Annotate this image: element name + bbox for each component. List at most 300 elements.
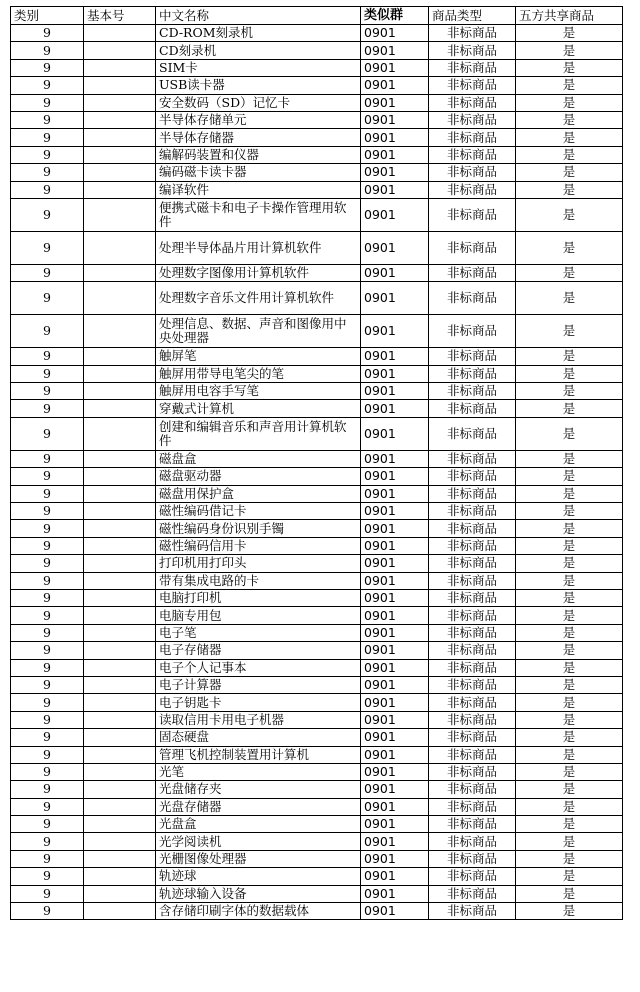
cell-class: 9 xyxy=(11,282,84,315)
cell-class: 9 xyxy=(11,589,84,606)
cell-five-share: 是 xyxy=(516,642,623,659)
cell-goods-type: 非标商品 xyxy=(429,816,516,833)
cell-name: 半导体存储器 xyxy=(156,129,361,146)
cell-name: 触屏用带导电笔尖的笔 xyxy=(156,365,361,382)
cell-five-share: 是 xyxy=(516,400,623,417)
cell-name: 电子钥匙卡 xyxy=(156,694,361,711)
cell-base-no xyxy=(84,485,156,502)
table-row xyxy=(11,94,623,111)
cell-five-share: 是 xyxy=(516,903,623,920)
cell-base-no xyxy=(84,624,156,641)
cell-five-share: 是 xyxy=(516,25,623,42)
cell-base-no xyxy=(84,94,156,111)
cell-five-share: 是 xyxy=(516,607,623,624)
table-row xyxy=(11,383,623,400)
cell-name: 处理数字音乐文件用计算机软件 xyxy=(156,282,361,315)
cell-class: 9 xyxy=(11,111,84,128)
cell-five-share: 是 xyxy=(516,94,623,111)
cell-name: 触屏笔 xyxy=(156,348,361,365)
cell-class: 9 xyxy=(11,798,84,815)
table-row xyxy=(11,903,623,920)
cell-goods-type: 非标商品 xyxy=(429,315,516,348)
cell-similar-group: 0901 xyxy=(361,468,429,485)
cell-similar-group: 0901 xyxy=(361,607,429,624)
cell-goods-type: 非标商品 xyxy=(429,282,516,315)
cell-base-no xyxy=(84,450,156,467)
cell-goods-type: 非标商品 xyxy=(429,555,516,572)
cell-name: 光盘储存夹 xyxy=(156,781,361,798)
table-row xyxy=(11,111,623,128)
cell-five-share: 是 xyxy=(516,503,623,520)
cell-base-no xyxy=(84,520,156,537)
cell-similar-group: 0901 xyxy=(361,903,429,920)
cell-name: 磁盘盒 xyxy=(156,450,361,467)
cell-base-no xyxy=(84,111,156,128)
cell-similar-group: 0901 xyxy=(361,264,429,281)
cell-five-share: 是 xyxy=(516,315,623,348)
cell-five-share: 是 xyxy=(516,589,623,606)
table-row xyxy=(11,763,623,780)
cell-name: USB读卡器 xyxy=(156,77,361,94)
table-row xyxy=(11,400,623,417)
goods-table xyxy=(10,6,623,920)
cell-class: 9 xyxy=(11,198,84,231)
cell-similar-group: 0901 xyxy=(361,315,429,348)
cell-goods-type: 非标商品 xyxy=(429,181,516,198)
cell-similar-group: 0901 xyxy=(361,400,429,417)
cell-five-share: 是 xyxy=(516,555,623,572)
cell-similar-group: 0901 xyxy=(361,816,429,833)
cell-goods-type: 非标商品 xyxy=(429,417,516,450)
cell-goods-type: 非标商品 xyxy=(429,94,516,111)
cell-base-no xyxy=(84,59,156,76)
table-row xyxy=(11,485,623,502)
cell-goods-type: 非标商品 xyxy=(429,763,516,780)
cell-base-no xyxy=(84,537,156,554)
table-row xyxy=(11,77,623,94)
cell-five-share: 是 xyxy=(516,659,623,676)
cell-similar-group: 0901 xyxy=(361,503,429,520)
table-row xyxy=(11,711,623,728)
cell-base-no xyxy=(84,365,156,382)
cell-five-share: 是 xyxy=(516,520,623,537)
cell-base-no xyxy=(84,315,156,348)
cell-similar-group: 0901 xyxy=(361,555,429,572)
table-row xyxy=(11,231,623,264)
cell-five-share: 是 xyxy=(516,129,623,146)
cell-class: 9 xyxy=(11,711,84,728)
cell-goods-type: 非标商品 xyxy=(429,659,516,676)
cell-five-share: 是 xyxy=(516,198,623,231)
cell-five-share: 是 xyxy=(516,676,623,693)
cell-base-no xyxy=(84,198,156,231)
table-row xyxy=(11,555,623,572)
table-row xyxy=(11,264,623,281)
header-goods-type: 商品类型 xyxy=(429,7,516,25)
cell-similar-group: 0901 xyxy=(361,59,429,76)
table-row xyxy=(11,282,623,315)
cell-five-share: 是 xyxy=(516,833,623,850)
cell-base-no xyxy=(84,181,156,198)
cell-name: 光笔 xyxy=(156,763,361,780)
cell-goods-type: 非标商品 xyxy=(429,468,516,485)
table-row xyxy=(11,659,623,676)
header-similar-group: 类似群 xyxy=(361,7,429,25)
cell-base-no xyxy=(84,850,156,867)
cell-goods-type: 非标商品 xyxy=(429,676,516,693)
cell-class: 9 xyxy=(11,537,84,554)
cell-name: 磁盘用保护盒 xyxy=(156,485,361,502)
cell-class: 9 xyxy=(11,129,84,146)
cell-name: 读取信用卡用电子机器 xyxy=(156,711,361,728)
cell-five-share: 是 xyxy=(516,111,623,128)
cell-goods-type: 非标商品 xyxy=(429,485,516,502)
cell-base-no xyxy=(84,572,156,589)
cell-five-share: 是 xyxy=(516,181,623,198)
cell-name: 电脑专用包 xyxy=(156,607,361,624)
cell-goods-type: 非标商品 xyxy=(429,264,516,281)
cell-base-no xyxy=(84,659,156,676)
cell-class: 9 xyxy=(11,903,84,920)
cell-name: 半导体存储单元 xyxy=(156,111,361,128)
cell-base-no xyxy=(84,348,156,365)
cell-base-no xyxy=(84,885,156,902)
cell-class: 9 xyxy=(11,181,84,198)
cell-goods-type: 非标商品 xyxy=(429,198,516,231)
cell-base-no xyxy=(84,146,156,163)
cell-base-no xyxy=(84,231,156,264)
cell-similar-group: 0901 xyxy=(361,746,429,763)
cell-similar-group: 0901 xyxy=(361,624,429,641)
cell-base-no xyxy=(84,77,156,94)
table-row xyxy=(11,365,623,382)
cell-base-no xyxy=(84,694,156,711)
cell-base-no xyxy=(84,676,156,693)
cell-five-share: 是 xyxy=(516,694,623,711)
cell-name: 磁性编码信用卡 xyxy=(156,537,361,554)
cell-goods-type: 非标商品 xyxy=(429,503,516,520)
cell-name: CD-ROM刻录机 xyxy=(156,25,361,42)
cell-name: 编解码装置和仪器 xyxy=(156,146,361,163)
cell-five-share: 是 xyxy=(516,624,623,641)
table-row xyxy=(11,572,623,589)
cell-class: 9 xyxy=(11,164,84,181)
cell-class: 9 xyxy=(11,450,84,467)
cell-goods-type: 非标商品 xyxy=(429,348,516,365)
cell-goods-type: 非标商品 xyxy=(429,111,516,128)
cell-name: 光盘存储器 xyxy=(156,798,361,815)
cell-goods-type: 非标商品 xyxy=(429,642,516,659)
cell-class: 9 xyxy=(11,694,84,711)
cell-class: 9 xyxy=(11,400,84,417)
cell-goods-type: 非标商品 xyxy=(429,798,516,815)
cell-class: 9 xyxy=(11,555,84,572)
table-row xyxy=(11,181,623,198)
cell-goods-type: 非标商品 xyxy=(429,624,516,641)
cell-similar-group: 0901 xyxy=(361,711,429,728)
cell-five-share: 是 xyxy=(516,264,623,281)
cell-goods-type: 非标商品 xyxy=(429,781,516,798)
table-row xyxy=(11,198,623,231)
cell-similar-group: 0901 xyxy=(361,763,429,780)
header-base-no: 基本号 xyxy=(84,7,156,25)
header-name-cn: 中文名称 xyxy=(156,7,361,25)
cell-similar-group: 0901 xyxy=(361,642,429,659)
table-row xyxy=(11,42,623,59)
cell-base-no xyxy=(84,607,156,624)
cell-base-no xyxy=(84,833,156,850)
cell-class: 9 xyxy=(11,25,84,42)
header-class: 类别 xyxy=(11,7,84,25)
cell-name: 带有集成电路的卡 xyxy=(156,572,361,589)
cell-name: 打印机用打印头 xyxy=(156,555,361,572)
cell-class: 9 xyxy=(11,624,84,641)
cell-five-share: 是 xyxy=(516,850,623,867)
cell-similar-group: 0901 xyxy=(361,111,429,128)
table-row xyxy=(11,348,623,365)
cell-base-no xyxy=(84,798,156,815)
table-row xyxy=(11,798,623,815)
cell-similar-group: 0901 xyxy=(361,572,429,589)
cell-five-share: 是 xyxy=(516,450,623,467)
cell-similar-group: 0901 xyxy=(361,365,429,382)
cell-similar-group: 0901 xyxy=(361,885,429,902)
cell-class: 9 xyxy=(11,607,84,624)
cell-name: 处理数字图像用计算机软件 xyxy=(156,264,361,281)
cell-goods-type: 非标商品 xyxy=(429,833,516,850)
cell-base-no xyxy=(84,763,156,780)
cell-name: 光栅图像处理器 xyxy=(156,850,361,867)
cell-base-no xyxy=(84,468,156,485)
cell-class: 9 xyxy=(11,503,84,520)
cell-similar-group: 0901 xyxy=(361,282,429,315)
table-row xyxy=(11,868,623,885)
cell-goods-type: 非标商品 xyxy=(429,450,516,467)
table-row xyxy=(11,642,623,659)
cell-base-no xyxy=(84,868,156,885)
cell-class: 9 xyxy=(11,763,84,780)
cell-name: 电脑打印机 xyxy=(156,589,361,606)
table-row xyxy=(11,816,623,833)
cell-name: 磁性编码借记卡 xyxy=(156,503,361,520)
cell-base-no xyxy=(84,417,156,450)
table-row xyxy=(11,520,623,537)
cell-goods-type: 非标商品 xyxy=(429,868,516,885)
header-row xyxy=(11,7,623,25)
cell-goods-type: 非标商品 xyxy=(429,129,516,146)
cell-five-share: 是 xyxy=(516,746,623,763)
cell-similar-group: 0901 xyxy=(361,164,429,181)
table-row xyxy=(11,676,623,693)
cell-similar-group: 0901 xyxy=(361,231,429,264)
cell-goods-type: 非标商品 xyxy=(429,42,516,59)
cell-base-no xyxy=(84,25,156,42)
cell-base-no xyxy=(84,729,156,746)
cell-name: 电子存储器 xyxy=(156,642,361,659)
cell-similar-group: 0901 xyxy=(361,485,429,502)
cell-base-no xyxy=(84,555,156,572)
cell-name: 轨迹球输入设备 xyxy=(156,885,361,902)
cell-goods-type: 非标商品 xyxy=(429,383,516,400)
table-row xyxy=(11,25,623,42)
cell-class: 9 xyxy=(11,746,84,763)
cell-base-no xyxy=(84,282,156,315)
table-row xyxy=(11,624,623,641)
cell-similar-group: 0901 xyxy=(361,729,429,746)
cell-goods-type: 非标商品 xyxy=(429,903,516,920)
cell-similar-group: 0901 xyxy=(361,798,429,815)
cell-name: 编译软件 xyxy=(156,181,361,198)
cell-five-share: 是 xyxy=(516,365,623,382)
table-row xyxy=(11,537,623,554)
table-row xyxy=(11,503,623,520)
table-row xyxy=(11,164,623,181)
cell-similar-group: 0901 xyxy=(361,348,429,365)
cell-base-no xyxy=(84,42,156,59)
cell-name: 处理半导体晶片用计算机软件 xyxy=(156,231,361,264)
cell-name: 便携式磁卡和电子卡操作管理用软件 xyxy=(156,198,361,231)
cell-goods-type: 非标商品 xyxy=(429,520,516,537)
cell-base-no xyxy=(84,164,156,181)
cell-base-no xyxy=(84,816,156,833)
cell-name: 管理飞机控制装置用计算机 xyxy=(156,746,361,763)
table-row xyxy=(11,885,623,902)
cell-base-no xyxy=(84,903,156,920)
cell-class: 9 xyxy=(11,729,84,746)
cell-similar-group: 0901 xyxy=(361,181,429,198)
cell-class: 9 xyxy=(11,417,84,450)
table-row xyxy=(11,59,623,76)
cell-class: 9 xyxy=(11,94,84,111)
cell-class: 9 xyxy=(11,365,84,382)
cell-class: 9 xyxy=(11,868,84,885)
cell-base-no xyxy=(84,400,156,417)
cell-similar-group: 0901 xyxy=(361,520,429,537)
cell-goods-type: 非标商品 xyxy=(429,59,516,76)
cell-five-share: 是 xyxy=(516,485,623,502)
header-five-share: 五方共享商品 xyxy=(516,7,623,25)
cell-goods-type: 非标商品 xyxy=(429,589,516,606)
table-row xyxy=(11,417,623,450)
cell-base-no xyxy=(84,711,156,728)
cell-base-no xyxy=(84,781,156,798)
cell-name: 处理信息、数据、声音和图像用中央处理器 xyxy=(156,315,361,348)
cell-goods-type: 非标商品 xyxy=(429,885,516,902)
cell-name: 电子个人记事本 xyxy=(156,659,361,676)
cell-five-share: 是 xyxy=(516,868,623,885)
cell-goods-type: 非标商品 xyxy=(429,694,516,711)
cell-class: 9 xyxy=(11,659,84,676)
table-row xyxy=(11,850,623,867)
cell-goods-type: 非标商品 xyxy=(429,365,516,382)
table-row xyxy=(11,589,623,606)
table-row xyxy=(11,129,623,146)
cell-name: 穿戴式计算机 xyxy=(156,400,361,417)
cell-class: 9 xyxy=(11,485,84,502)
cell-five-share: 是 xyxy=(516,537,623,554)
cell-similar-group: 0901 xyxy=(361,850,429,867)
cell-five-share: 是 xyxy=(516,816,623,833)
cell-five-share: 是 xyxy=(516,77,623,94)
cell-goods-type: 非标商品 xyxy=(429,607,516,624)
table-row xyxy=(11,833,623,850)
table-row xyxy=(11,729,623,746)
cell-five-share: 是 xyxy=(516,885,623,902)
table-row xyxy=(11,450,623,467)
cell-five-share: 是 xyxy=(516,164,623,181)
cell-goods-type: 非标商品 xyxy=(429,729,516,746)
cell-five-share: 是 xyxy=(516,572,623,589)
cell-class: 9 xyxy=(11,42,84,59)
cell-base-no xyxy=(84,383,156,400)
cell-goods-type: 非标商品 xyxy=(429,746,516,763)
cell-goods-type: 非标商品 xyxy=(429,572,516,589)
table-row xyxy=(11,315,623,348)
cell-five-share: 是 xyxy=(516,417,623,450)
cell-name: 电子计算器 xyxy=(156,676,361,693)
cell-base-no xyxy=(84,642,156,659)
cell-goods-type: 非标商品 xyxy=(429,77,516,94)
cell-name: 触屏用电容手写笔 xyxy=(156,383,361,400)
cell-class: 9 xyxy=(11,468,84,485)
table-row xyxy=(11,694,623,711)
cell-name: 固态硬盘 xyxy=(156,729,361,746)
cell-name: SIM卡 xyxy=(156,59,361,76)
cell-class: 9 xyxy=(11,383,84,400)
cell-class: 9 xyxy=(11,642,84,659)
cell-class: 9 xyxy=(11,146,84,163)
cell-name: 磁盘驱动器 xyxy=(156,468,361,485)
table-row xyxy=(11,468,623,485)
cell-name: 光盘盒 xyxy=(156,816,361,833)
cell-name: 磁性编码身份识别手镯 xyxy=(156,520,361,537)
cell-class: 9 xyxy=(11,315,84,348)
cell-similar-group: 0901 xyxy=(361,694,429,711)
cell-five-share: 是 xyxy=(516,781,623,798)
table-row xyxy=(11,146,623,163)
cell-class: 9 xyxy=(11,520,84,537)
cell-name: 光学阅读机 xyxy=(156,833,361,850)
cell-goods-type: 非标商品 xyxy=(429,850,516,867)
cell-base-no xyxy=(84,589,156,606)
cell-goods-type: 非标商品 xyxy=(429,146,516,163)
cell-name: 含存储印刷字体的数据载体 xyxy=(156,903,361,920)
cell-name: 轨迹球 xyxy=(156,868,361,885)
cell-five-share: 是 xyxy=(516,468,623,485)
cell-class: 9 xyxy=(11,348,84,365)
cell-five-share: 是 xyxy=(516,282,623,315)
cell-similar-group: 0901 xyxy=(361,146,429,163)
cell-goods-type: 非标商品 xyxy=(429,25,516,42)
cell-similar-group: 0901 xyxy=(361,676,429,693)
cell-class: 9 xyxy=(11,850,84,867)
cell-five-share: 是 xyxy=(516,763,623,780)
cell-base-no xyxy=(84,129,156,146)
cell-goods-type: 非标商品 xyxy=(429,537,516,554)
cell-class: 9 xyxy=(11,816,84,833)
cell-similar-group: 0901 xyxy=(361,129,429,146)
cell-similar-group: 0901 xyxy=(361,42,429,59)
cell-five-share: 是 xyxy=(516,59,623,76)
cell-name: 电子笔 xyxy=(156,624,361,641)
cell-name: 安全数码（SD）记忆卡 xyxy=(156,94,361,111)
cell-class: 9 xyxy=(11,77,84,94)
cell-similar-group: 0901 xyxy=(361,383,429,400)
cell-base-no xyxy=(84,746,156,763)
cell-class: 9 xyxy=(11,59,84,76)
cell-class: 9 xyxy=(11,781,84,798)
cell-five-share: 是 xyxy=(516,383,623,400)
